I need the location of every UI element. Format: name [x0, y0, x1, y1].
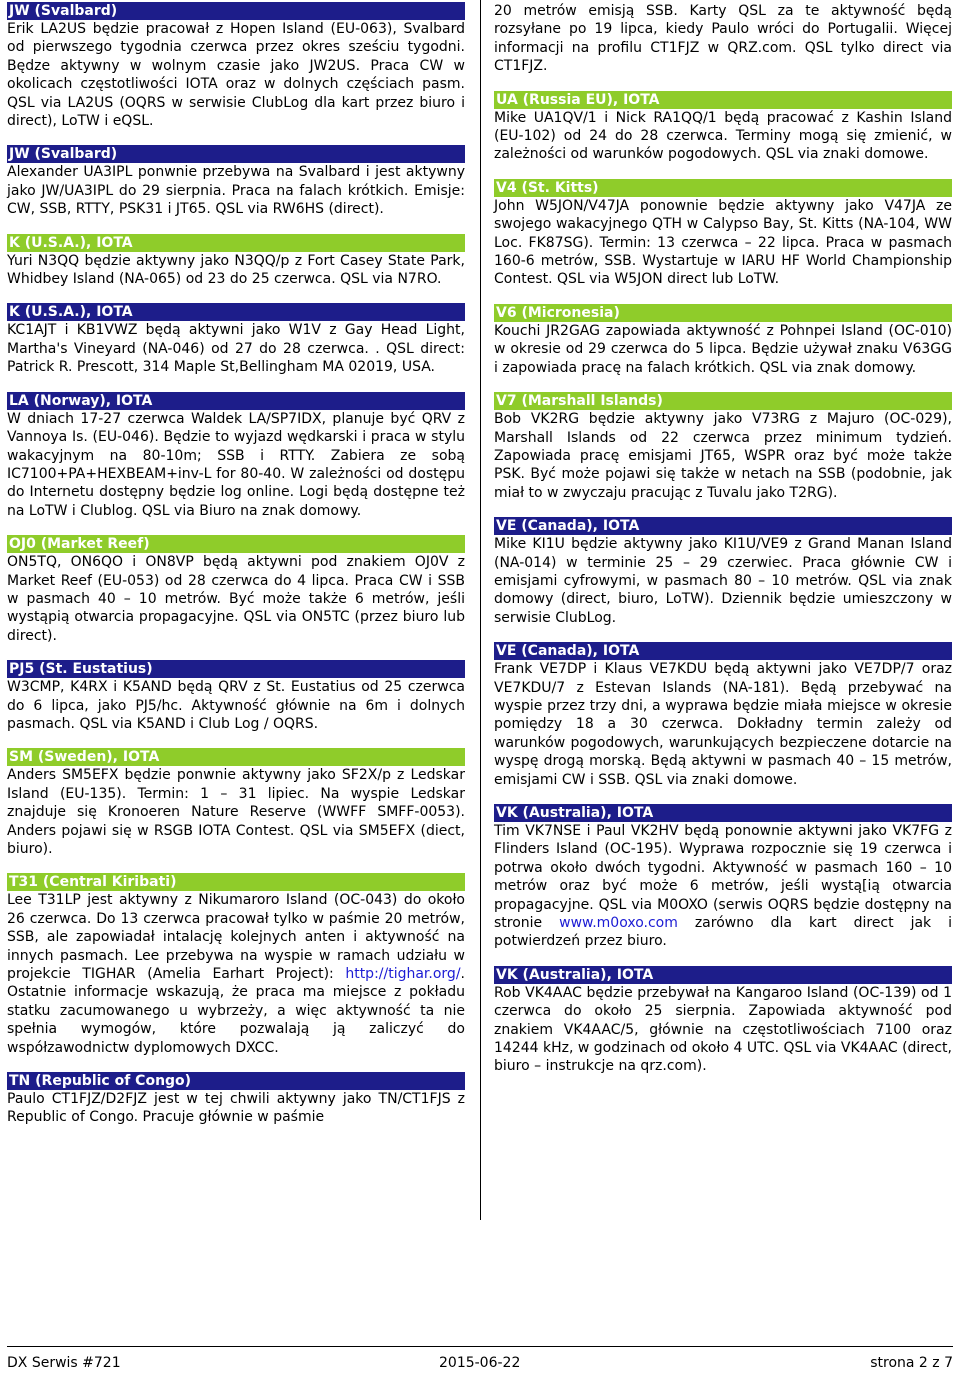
section-header: K (U.S.A.), IOTA: [7, 303, 465, 321]
text-part: Lee T31LP jest aktywny z Nikumaroro Island (OC-043) do około 26 czerwca. Do 13 czerwca pracował tylko w paśmie 20 metrów, SSB, ale zapowiadał intalację kolejnych anten i aktywność na innych pasmach. Lee przebywa na wyspie w ramach udziału w projekcie TIGHAR (Amelia Earhart Project):: [7, 892, 465, 983]
left-column: [7, 2, 465, 1142]
section-vk-australia-1: [494, 804, 952, 951]
section-vk-australia-2: [494, 966, 952, 1076]
section-header: VE (Canada), IOTA: [494, 642, 952, 660]
section-v7-marshall-islands: [494, 392, 952, 502]
section-header: V7 (Marshall Islands): [494, 392, 952, 410]
right-column: [494, 2, 952, 1091]
section-text: Rob VK4AAC będzie przebywał na Kangaroo Island (OC-139) od 1 czerwca do około 25 sierpnia. Zapowiada aktywność pod znakiem VK4AAC/5, głównie na częstotliwościach 7100 oraz 14244 kHz, w godzinach od około 4 UTC. QSL via VK4AAC (direct, biuro – instrukcje na qrz.com).: [494, 984, 952, 1075]
text-part: . Ostatnie informacje wskazują, że praca ma miejsce z pokładu statku zacumowanego u wybrzeży, a więc aktywność ta nie spełnia wymogów, które pozwalają ją zaliczyć do współzawodnictw dyplomowych DXCC.: [7, 966, 465, 1056]
section-header: V4 (St. Kitts): [494, 179, 952, 197]
section-la-norway: [7, 392, 465, 520]
section-text: Alexander UA3IPL ponwnie przebywa na Svalbard i jest aktywny jako JW/UA3IPL do 29 sierpnia. Praca na falach krótkich. Emisje: CW, SSB, RTTY, PSK31 i JT65. QSL via RW6HS (direct).: [7, 164, 465, 218]
section-header: K (U.S.A.), IOTA: [7, 234, 465, 252]
section-text: ON5TQ, ON6QO i ON8VP będą aktywni pod znakiem OJ0V z Market Reef (EU-053) od 28 czerwca do 4 lipca. Praca CW i SSB w pasmach 40 – 10 metrów. Być może także 6 metrów, jeśli wystąpią otwarcia propagacyjne. QSL via ON5TC (przez biuro lub direct).: [7, 554, 465, 644]
section-header: OJ0 (Market Reef): [7, 535, 465, 553]
tighar-link[interactable]: http://tighar.org/: [345, 966, 461, 983]
section-v6-micronesia: [494, 304, 952, 377]
m0oxo-link[interactable]: www.m0oxo.com: [559, 915, 678, 932]
footer-page-number: strona 2 z 7: [870, 1355, 953, 1371]
section-text: Anders SM5EFX będzie ponwnie aktywny jako SF2X/p z Ledskar Island (EU-135). Termin: 1 – 31 lipiec. Na wyspie Ledskar znajduje się Kronoeren Nature Reserve (WWFF SMFF-0053). Anders pojawi się w RSGB IOTA Contest. QSL via SM5EFX (diect, biuro).: [7, 767, 465, 857]
text-part: zarówno dla kart direct jak i potwierdzeń przez biuro.: [494, 915, 953, 950]
section-header: T31 (Central Kiribati): [7, 873, 465, 891]
section-pj5-st-eustatius: [7, 660, 465, 733]
section-header: LA (Norway), IOTA: [7, 392, 465, 410]
section-text: Mike UA1QV/1 i Nick RA1QQ/1 będą pracować z Kashin Island (EU-102) od 24 do 28 czerwca. Terminy mogą się zmienić, w zależności od warunków pogodowych. QSL via znaki domowe.: [494, 109, 952, 163]
section-k-usa-1: [7, 234, 465, 289]
section-text: W3CMP, K4RX i K5AND będą QRV z St. Eustatius od 25 czerwca do 6 lipca, jako PJ5/hc. Aktywność głównie na 6m i dolnych pasmach. QSL via K5AND i Club Log / OQRS.: [7, 679, 465, 732]
section-ua-russia: [494, 91, 952, 164]
column-divider: [480, 0, 481, 1220]
section-text: 20 metrów emisją SSB. Karty QSL za te aktywność będą rozsyłane po 19 lipca, kiedy Paulo wróci do Portugalii. Więcej informacji na profilu CT1FJZ w QRZ.com. QSL tylko direct via CT1FJZ.: [494, 3, 952, 75]
section-v4-st-kitts: [494, 179, 952, 289]
section-sm-sweden: [7, 748, 465, 858]
section-tn-republic-of-congo: [7, 1072, 465, 1127]
section-header: PJ5 (St. Eustatius): [7, 660, 465, 678]
section-header: VK (Australia), IOTA: [494, 966, 952, 984]
section-ve-canada-1: [494, 517, 952, 627]
text-part: Tim VK7NSE i Paul VK2HV będą ponownie aktywni jako VK7FG z Flinders Island (OC-195). Wyprawa rozpocznie się 19 czerwca i potrwa około dwóch tygodni. Aktywność w pasmach 160 – 10 metrów oraz być może 6 metrów, jeśli wystą[ią otwarcia propagacyjne. QSL via M0OXO (serwis OQRS będzie dostępny na stronie: [494, 823, 952, 932]
section-header: V6 (Micronesia): [494, 304, 952, 322]
section-text: Frank VE7DP i Klaus VE7KDU będą aktywni jako VE7DP/7 oraz VE7KDU/7 z Estevan Islands (NA-181). Będą przebywać na wyspie przez trzy dni, a wyprawa będzie miała miejsce w okresie pomiędzy 18 a 30 czerwca. Dokładny termin zależy od warunków pogodowych, warunkujących bezpieczene dotarcie na wyspę drogą morską. Będą aktywni w pasmach 40 – 15 metrów, emisjami CW i SSB. QSL via znaki domowe.: [494, 661, 952, 788]
section-text: Bob VK2RG będzie aktywny jako V73RG z Majuro (OC-029), Marshall Islands od 22 czerwca przez minimum tydzień. Zapowiada pracę emisjami JT65, WSPR oraz być może także PSK. Być może pojawi się także w netach na SSB (podobnie, jak miał to w zwyczaju pracując z Tuvalu jako T2RG).: [494, 411, 952, 501]
section-text: Erik LA2US będzie pracował z Hopen Island (EU-063), Svalbard od pierwszego tygodnia czerwca przez okres sześciu tygodni. Będze aktywny w wolnym czasie jako JW2US. Praca CW w okolicach częstotliwości IOTA oraz w dolnych częściach pasm. QSL via LA2US (OQRS w serwisie ClubLog dla kart przez biuro i direct), LoTW i eQSL.: [7, 21, 465, 130]
section-header: JW (Svalbard): [7, 2, 465, 20]
section-oj0-market-reef: [7, 535, 465, 645]
section-text: W dniach 17-27 czerwca Waldek LA/SP7IDX, planuje być QRV z Vannoya Is. (EU-046). Będzie to wyjazd wędkarski i praca w stylu wakacyjnym na 80-10m; SSB i RTTY. Zabiera ze sobą IC7100+PA+HEXBEAM+inv-L for 80-40. W zależności od dostępu do Internetu dostępny będzie log online. Logi będą dostępne też na LoTW i Clublog. QSL via Biuro na znak domowy.: [7, 410, 465, 519]
footer-rule: [7, 1346, 953, 1347]
section-text: Yuri N3QQ będzie aktywny jako N3QQ/p z Fort Casey State Park, Whidbey Island (NA-065) od 23 do 25 czerwca. QSL via N7RO.: [7, 252, 465, 288]
section-k-usa-2: [7, 303, 465, 376]
section-text: John W5JON/V47JA ponownie będzie aktywny jako V47JA ze swojego wakacyjnego QTH w Calypso Bay, St. Kitts (NA-104, WW Loc. FK87SG). Termin: 13 czerwca – 22 lipca. Praca w pasmach 160-6 metrów, SSB. Wystartuje w IARU HF World Championship Contest. QSL via W5JON direct lub LoTW.: [494, 197, 952, 288]
section-header: UA (Russia EU), IOTA: [494, 91, 952, 109]
section-header: TN (Republic of Congo): [7, 1072, 465, 1090]
section-header: VK (Australia), IOTA: [494, 804, 952, 822]
section-header: VE (Canada), IOTA: [494, 517, 952, 535]
section-jw-svalbard-1: [7, 2, 465, 130]
section-jw-svalbard-2: [7, 145, 465, 218]
section-text: Paulo CT1FJZ/D2FJZ jest w tej chwili aktywny jako TN/CT1FJS z Republic of Congo. Pracuje głównie w paśmie: [7, 1091, 465, 1126]
section-text: Kouchi JR2GAG zapowiada aktywność z Pohnpei Island (OC-010) w okresie od 29 czerwca do 5 lipca. Będzie używał znaku V63GG i zapowiada pracę na falach krótkich. QSL via znak domowy.: [494, 322, 952, 376]
section-ve-canada-2: [494, 642, 952, 789]
section-t31-central-kiribati: [7, 873, 465, 1057]
section-text: [7, 891, 465, 1057]
footer-publication: DX Serwis #721: [7, 1355, 121, 1371]
section-header: SM (Sweden), IOTA: [7, 748, 465, 766]
footer-date: 2015-06-22: [439, 1355, 521, 1371]
section-header: JW (Svalbard): [7, 145, 465, 163]
section-continued-text: [494, 2, 952, 76]
section-text: KC1AJT i KB1VWZ będą aktywni jako W1V z Gay Head Light, Martha's Vineyard (NA-046) od 27 do 28 czerwca. . QSL direct: Patrick R. Prescott, 314 Maple St,Bellingham MA 02019, USA.: [7, 322, 465, 376]
section-text: [494, 822, 952, 951]
section-text: Mike KI1U będzie aktywny jako KI1U/VE9 z Grand Manan Island (NA-014) w terminie 25 – 29 czerwiec. Praca głównie CW i emisjami cyfrowymi, w pasmach 80 – 10 metrów. QSL via znak domowy (direct, biuro, LoTW). Dziennik będzie umieszczony w serwisie ClubLog.: [494, 536, 952, 626]
